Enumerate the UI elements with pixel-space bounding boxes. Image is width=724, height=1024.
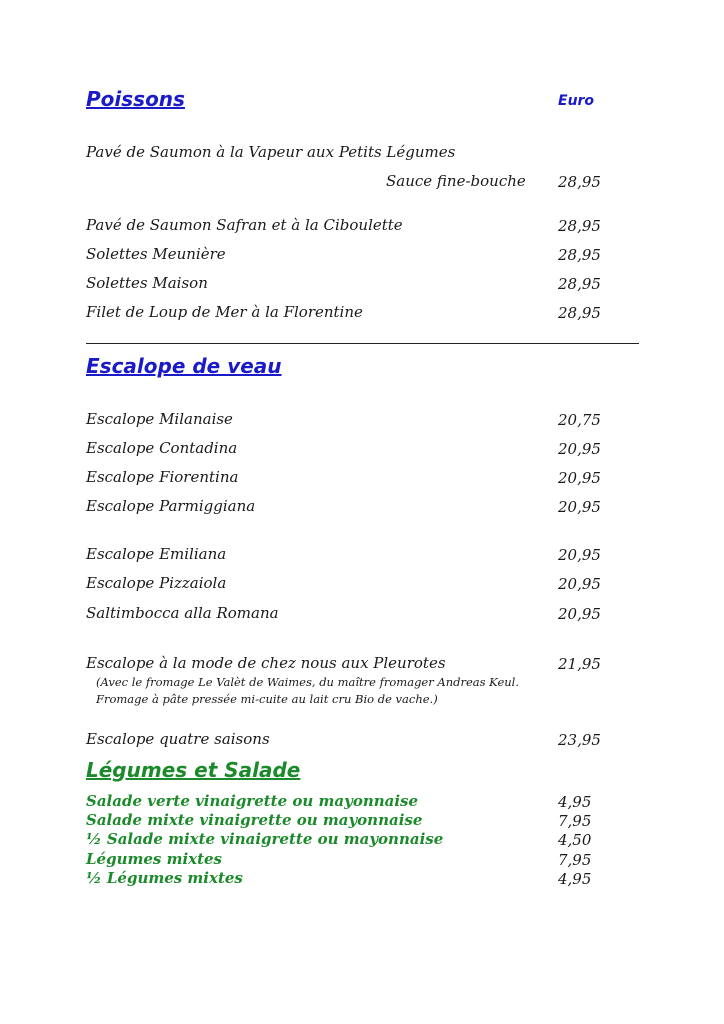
menu-item-price: 28,95 bbox=[558, 173, 601, 191]
menu-item-name: ½ Légumes mixtes bbox=[86, 869, 243, 887]
menu-item-note: Fromage à pâte pressée mi-cuite au lait cru Bio de vache.) bbox=[96, 692, 438, 706]
currency-label: Euro bbox=[558, 93, 595, 109]
menu-item-name: Légumes mixtes bbox=[86, 850, 222, 868]
menu-item-name: Sauce fine-bouche bbox=[386, 172, 526, 190]
menu-item-name: Escalope Emiliana bbox=[86, 545, 227, 563]
menu-item-price: 4,95 bbox=[558, 870, 592, 888]
menu-item-name: Salade mixte vinaigrette ou mayonnaise bbox=[86, 811, 423, 829]
menu-item-price: 20,95 bbox=[558, 440, 601, 458]
menu-item-price: 28,95 bbox=[558, 217, 601, 235]
menu-item-price: 28,95 bbox=[558, 304, 601, 322]
menu-item-price: 20,95 bbox=[558, 605, 601, 623]
menu-item-price: 7,95 bbox=[558, 812, 592, 830]
menu-item-name: Escalope Milanaise bbox=[86, 410, 233, 428]
menu-item-name: Pavé de Saumon Safran et à la Ciboulette bbox=[86, 216, 403, 234]
menu-item-price: 7,95 bbox=[558, 851, 592, 869]
menu-item-name: Filet de Loup de Mer à la Florentine bbox=[86, 303, 363, 321]
section-divider bbox=[86, 343, 639, 344]
menu-item-name: Solettes Meunière bbox=[86, 245, 226, 263]
section-title-escalope: Escalope de veau bbox=[86, 354, 282, 378]
menu-item-name: Escalope Fiorentina bbox=[86, 468, 239, 486]
menu-item-price: 20,95 bbox=[558, 546, 601, 564]
menu-item-price: 20,95 bbox=[558, 498, 601, 516]
menu-item-price: 20,75 bbox=[558, 411, 601, 429]
menu-item-price: 23,95 bbox=[558, 731, 601, 749]
menu-item-name: Escalope Pizzaiola bbox=[86, 574, 227, 592]
menu-item-name: Escalope quatre saisons bbox=[86, 730, 270, 748]
menu-item-price: 28,95 bbox=[558, 246, 601, 264]
menu-item-price: 28,95 bbox=[558, 275, 601, 293]
section-title-legumes: Légumes et Salade bbox=[86, 758, 301, 782]
menu-item-name: Escalope Parmiggiana bbox=[86, 497, 256, 515]
menu-item-price: 20,95 bbox=[558, 469, 601, 487]
menu-item-price: 20,95 bbox=[558, 575, 601, 593]
menu-item-name: Escalope Contadina bbox=[86, 439, 238, 457]
section-title-poissons: Poissons bbox=[86, 87, 185, 111]
menu-item-price: 4,95 bbox=[558, 793, 592, 811]
menu-item-name: Saltimbocca alla Romana bbox=[86, 604, 279, 622]
menu-item-name: Escalope à la mode de chez nous aux Pleurotes bbox=[86, 654, 446, 672]
menu-item-price: 4,50 bbox=[558, 831, 592, 849]
menu-item-name: Solettes Maison bbox=[86, 274, 208, 292]
menu-item-name: Pavé de Saumon à la Vapeur aux Petits Légumes bbox=[86, 143, 456, 161]
menu-item-name: Salade verte vinaigrette ou mayonnaise bbox=[86, 792, 419, 810]
menu-item-price: 21,95 bbox=[558, 655, 601, 673]
menu-item-note: (Avec le fromage Le Valèt de Waimes, du maître fromager Andreas Keul. bbox=[96, 675, 520, 689]
menu-item-name: ½ Salade mixte vinaigrette ou mayonnaise bbox=[86, 830, 444, 848]
